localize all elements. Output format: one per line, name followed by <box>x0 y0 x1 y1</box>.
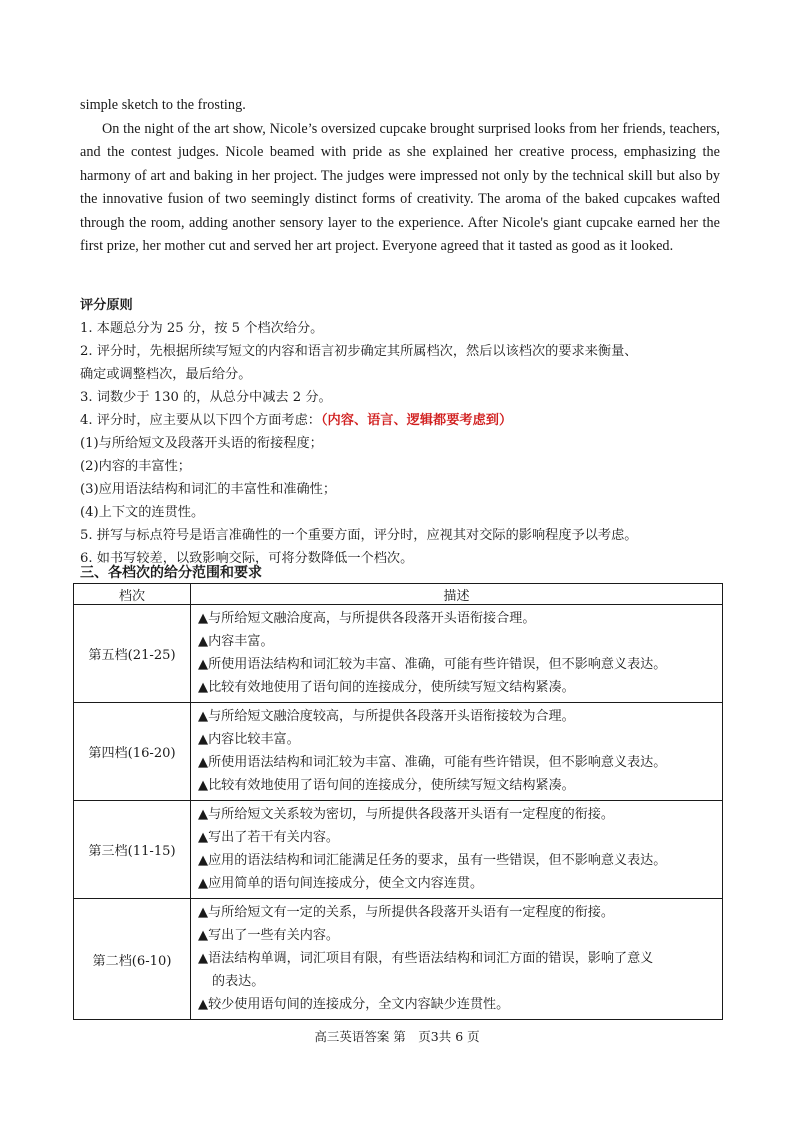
rule-4 <box>80 409 730 432</box>
page-footer: 高三英语答案 第 页3共 6 页 <box>314 1029 480 1044</box>
criterion-text: ▲应用简单的语句间连接成分，使全文内容连贯。 <box>198 876 484 891</box>
rules-title: 评分原则 <box>80 298 133 313</box>
criterion-text: ▲较少使用语句间的连接成分，全文内容缺少连贯性。 <box>198 997 510 1012</box>
criterion-item <box>198 607 718 630</box>
header-description: 描述 <box>191 584 723 605</box>
criterion-text: ▲写出了若干有关内容。 <box>198 830 340 845</box>
table-header-row <box>74 584 723 605</box>
criterion-text: ▲与所给短文关系较为密切，与所提供各段落开头语有一定程度的衔接。 <box>198 807 614 822</box>
story-text <box>80 94 720 259</box>
description-cell <box>191 703 723 801</box>
criterion-text: ▲与所给短文融洽度较高，与所提供各段落开头语衔接较为合理。 <box>198 709 575 724</box>
criterion-text: ▲所使用语法结构和词汇较为丰富、准确，可能有些许错误，但不影响意义表达。 <box>198 755 667 770</box>
description-cell <box>191 605 723 703</box>
criterion-text: ▲内容比较丰富。 <box>198 732 300 747</box>
level-cell: 第四档(16-20) <box>74 703 191 801</box>
level-cell: 第二档(6-10) <box>74 899 191 1020</box>
rule-4-text: 4. 评分时，应主要从以下四个方面考虑： <box>80 413 321 428</box>
sub-rule-3: (3)应用语法结构和词汇的丰富性和准确性； <box>80 482 337 497</box>
rule-1: 1. 本题总分为 25 分，按 5 个档次给分。 <box>80 321 324 336</box>
criterion-text: ▲比较有效地使用了语句间的连接成分，使所续写短文结构紧凑。 <box>198 778 575 793</box>
criterion-item <box>198 826 718 849</box>
level-cell: 第五档(21-25) <box>74 605 191 703</box>
criterion-item <box>198 947 718 993</box>
description-cell <box>191 801 723 899</box>
criterion-item <box>198 924 718 947</box>
description-cell <box>191 899 723 1020</box>
level-cell: 第三档(11-15) <box>74 801 191 899</box>
table-row <box>74 703 723 801</box>
rule-3: 3. 词数少于 130 的，从总分中减去 2 分。 <box>80 390 332 405</box>
criterion-text: ▲应用的语法结构和词汇能满足任务的要求，虽有一些错误，但不影响意义表达。 <box>198 853 667 868</box>
criterion-item <box>198 901 718 924</box>
criterion-text: ▲写出了一些有关内容。 <box>198 928 340 943</box>
criterion-item <box>198 630 718 653</box>
criterion-item <box>198 849 718 872</box>
table-body <box>74 605 723 1020</box>
criterion-item <box>198 653 718 676</box>
rule-5: 5. 拼写与标点符号是语言准确性的一个重要方面，评分时，应视其对交际的影响程度予以考虑。 <box>80 528 638 543</box>
criterion-item <box>198 705 718 728</box>
sub-rule-1: (1)与所给短文及段落开头语的衔接程度； <box>80 436 323 451</box>
sub-rule-4: (4)上下文的连贯性。 <box>80 505 205 520</box>
table-row <box>74 801 723 899</box>
story-paragraph: On the night of the art show, Nicole’s oversized cupcake brought surprised looks from her friends, teachers, and the contest judges. Nicole beamed with pride as she explained her creative process, emphasizing the harmony of art and baking in her project. The judges were impressed not only by the technical skill but also by the innovative fusion of two seemingly distinct forms of creativity. The aroma of the baked cupcakes wafted through the room, adding another sensory layer to the experience. After Nicole's giant cupcake earned her the first prize, her mother cut and served her art project. Everyone agreed that it tasted as good as it looked. <box>80 120 720 254</box>
criterion-text: ▲与所给短文有一定的关系，与所提供各段落开头语有一定程度的衔接。 <box>198 905 614 920</box>
criterion-item <box>198 676 718 699</box>
criterion-text-continued: 的表达。 <box>212 974 265 989</box>
rule-2-line-2: 确定或调整档次，最后给分。 <box>80 367 252 382</box>
criterion-text: ▲内容丰富。 <box>198 634 274 649</box>
scoring-principles <box>80 294 730 570</box>
story-line-top: simple sketch to the frosting. <box>80 97 246 113</box>
criterion-text: ▲比较有效地使用了语句间的连接成分，使所续写短文结构紧凑。 <box>198 680 575 695</box>
table-row <box>74 605 723 703</box>
grading-table <box>73 583 723 1020</box>
criterion-text: ▲所使用语法结构和词汇较为丰富、准确，可能有些许错误，但不影响意义表达。 <box>198 657 667 672</box>
criterion-item <box>198 751 718 774</box>
criterion-item <box>198 803 718 826</box>
criterion-item <box>198 872 718 895</box>
criterion-text: ▲语法结构单调，词汇项目有限，有些语法结构和词汇方面的错误，影响了意义 <box>198 951 654 966</box>
sub-rule-2: (2)内容的丰富性； <box>80 459 191 474</box>
criterion-item <box>198 774 718 797</box>
criterion-text: ▲与所给短文融洽度高，与所提供各段落开头语衔接合理。 <box>198 611 536 626</box>
header-level: 档次 <box>74 584 191 605</box>
rule-6: 6. 如书写较差，以致影响交际，可将分数降低一个档次。 <box>80 551 414 566</box>
criterion-item <box>198 728 718 751</box>
criterion-item <box>198 993 718 1016</box>
table-row <box>74 899 723 1020</box>
section-title: 三、各档次的给分范围和要求 <box>80 565 262 581</box>
rule-4-note: （内容、语言、逻辑都要考虑到） <box>320 413 513 428</box>
rule-2-line-1: 2. 评分时，先根据所续写短文的内容和语言初步确定其所属档次，然后以该档次的要求来衡量、 <box>80 344 638 359</box>
